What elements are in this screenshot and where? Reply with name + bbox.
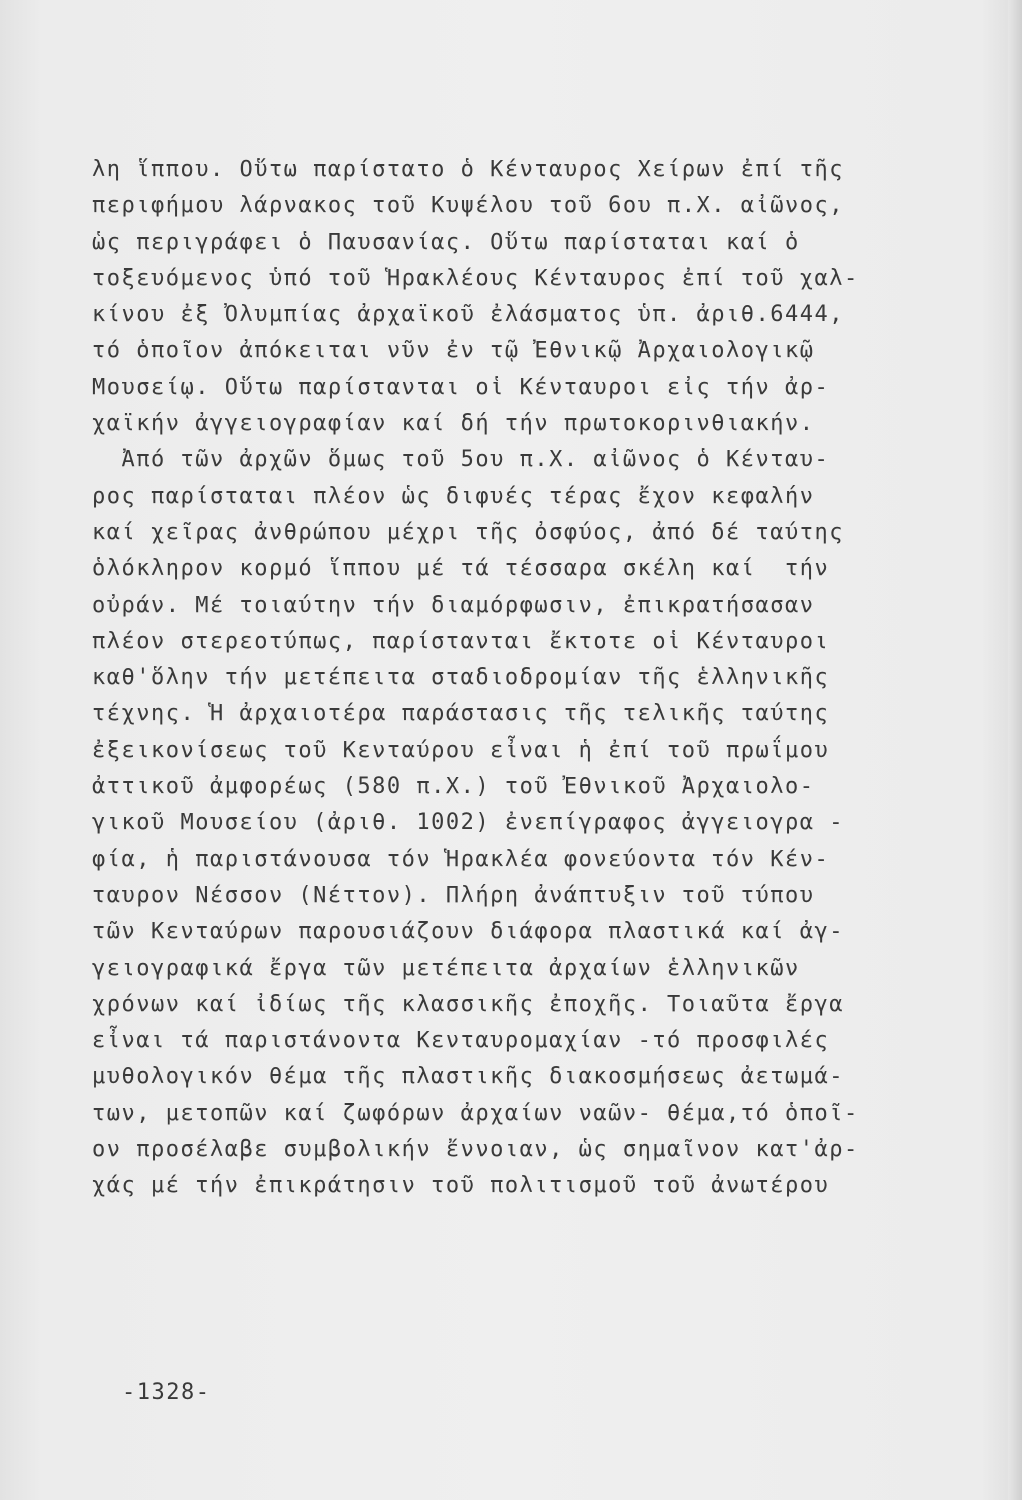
text-line: μυθολογικόν θέμα τῆς πλαστικῆς διακοσμήσεως ἀετωμά- (92, 1064, 845, 1090)
text-line: των, μετοπῶν καί ζωφόρων ἀρχαίων ναῶν- θέμα,τό ὁποῖ- (92, 1100, 859, 1126)
text-line: Ἀπό τῶν ἀρχῶν ὅμως τοῦ 5ου π.Χ. αἰῶνος ὁ Κένταυ- (92, 447, 830, 473)
text-line: πλέον στερεοτύπως, παρίστανται ἔκτοτε οἱ Κένταυροι (92, 628, 830, 654)
text-line: τέχνης. Ἡ ἀρχαιοτέρα παράστασις τῆς τελικῆς ταύτης (92, 701, 830, 727)
text-line: φία, ἡ παριστάνουσα τόν Ἡρακλέα φονεύοντα τόν Κέν- (92, 846, 830, 872)
text-line: ταυρον Νέσσον (Νέττον). Πλήρη ἀνάπτυξιν τοῦ τύπου (92, 882, 815, 908)
text-line: καθ'ὅλην τήν μετέπειτα σταδιοδρομίαν τῆς ἑλληνικῆς (92, 665, 830, 691)
text-line: καί χεῖρας ἀνθρώπου μέχρι τῆς ὀσφύος, ἀπό δέ ταύτης (92, 519, 845, 545)
text-line: ἐξεικονίσεως τοῦ Κενταύρου εἶναι ἡ ἐπί τοῦ πρωΐμου (92, 737, 830, 763)
text-line: χαϊκήν ἀγγειογραφίαν καί δή τήν πρωτοκορινθιακήν. (92, 411, 815, 437)
text-line: Μουσείῳ. Οὕτω παρίστανται οἱ Κένταυροι εἰς τήν ἀρ- (92, 374, 830, 400)
text-line: ον προσέλαβε συμβολικήν ἔννοιαν, ὡς σημαῖνον κατ'ἀρ- (92, 1137, 859, 1163)
body-text (92, 152, 972, 1205)
page-number: -1328- (122, 1380, 211, 1405)
text-line: τό ὁποῖον ἀπόκειται νῦν ἐν τῷ Ἐθνικῷ Ἀρχαιολογικῷ (92, 338, 815, 364)
text-line: χρόνων καί ἰδίως τῆς κλασσικῆς ἐποχῆς. Τοιαῦτα ἔργα (92, 991, 845, 1017)
text-line: εἶναι τά παριστάνοντα Κενταυρομαχίαν -τό προσφιλές (92, 1028, 830, 1054)
text-line: περιφήμου λάρνακος τοῦ Κυψέλου τοῦ 6ου π.Χ. αἰῶνος, (92, 193, 845, 219)
text-line: λη ἵππου. Οὕτω παρίστατο ὁ Κένταυρος Χείρων ἐπί τῆς (92, 157, 845, 182)
text-line: χάς μέ τήν ἐπικράτησιν τοῦ πολιτισμοῦ τοῦ ἀνωτέρου (92, 1173, 830, 1199)
text-line: γικοῦ Μουσείου (ἀριθ. 1002) ἐνεπίγραφος ἀγγειογρα - (92, 810, 845, 836)
page-edge-shadow (1008, 0, 1022, 1500)
text-line: γειογραφικά ἔργα τῶν μετέπειτα ἀρχαίων ἑλληνικῶν (92, 955, 800, 981)
text-line: τοξευόμενος ὑπό τοῦ Ἡρακλέους Κένταυρος ἐπί τοῦ χαλ- (92, 265, 859, 291)
text-line: ὡς περιγράφει ὁ Παυσανίας. Οὕτω παρίσταται καί ὁ (92, 229, 800, 255)
text-line: τῶν Κενταύρων παρουσιάζουν διάφορα πλαστικά καί ἀγ- (92, 919, 845, 945)
text-line: ὁλόκληρον κορμό ἵππου μέ τά τέσσαρα σκέλη καί τήν (92, 556, 830, 582)
text-line: ρος παρίσταται πλέον ὡς διφυές τέρας ἔχον κεφαλήν (92, 483, 815, 509)
text-line: κίνου ἐξ Ὀλυμπίας ἀρχαϊκοῦ ἐλάσματος ὑπ. ἀριθ.6444, (92, 302, 845, 328)
text-line: οὐράν. Μέ τοιαύτην τήν διαμόρφωσιν, ἐπικρατήσασαν (92, 592, 815, 618)
text-line: ἀττικοῦ ἀμφορέως (580 π.Χ.) τοῦ Ἐθνικοῦ Ἀρχαιολο- (92, 774, 815, 800)
